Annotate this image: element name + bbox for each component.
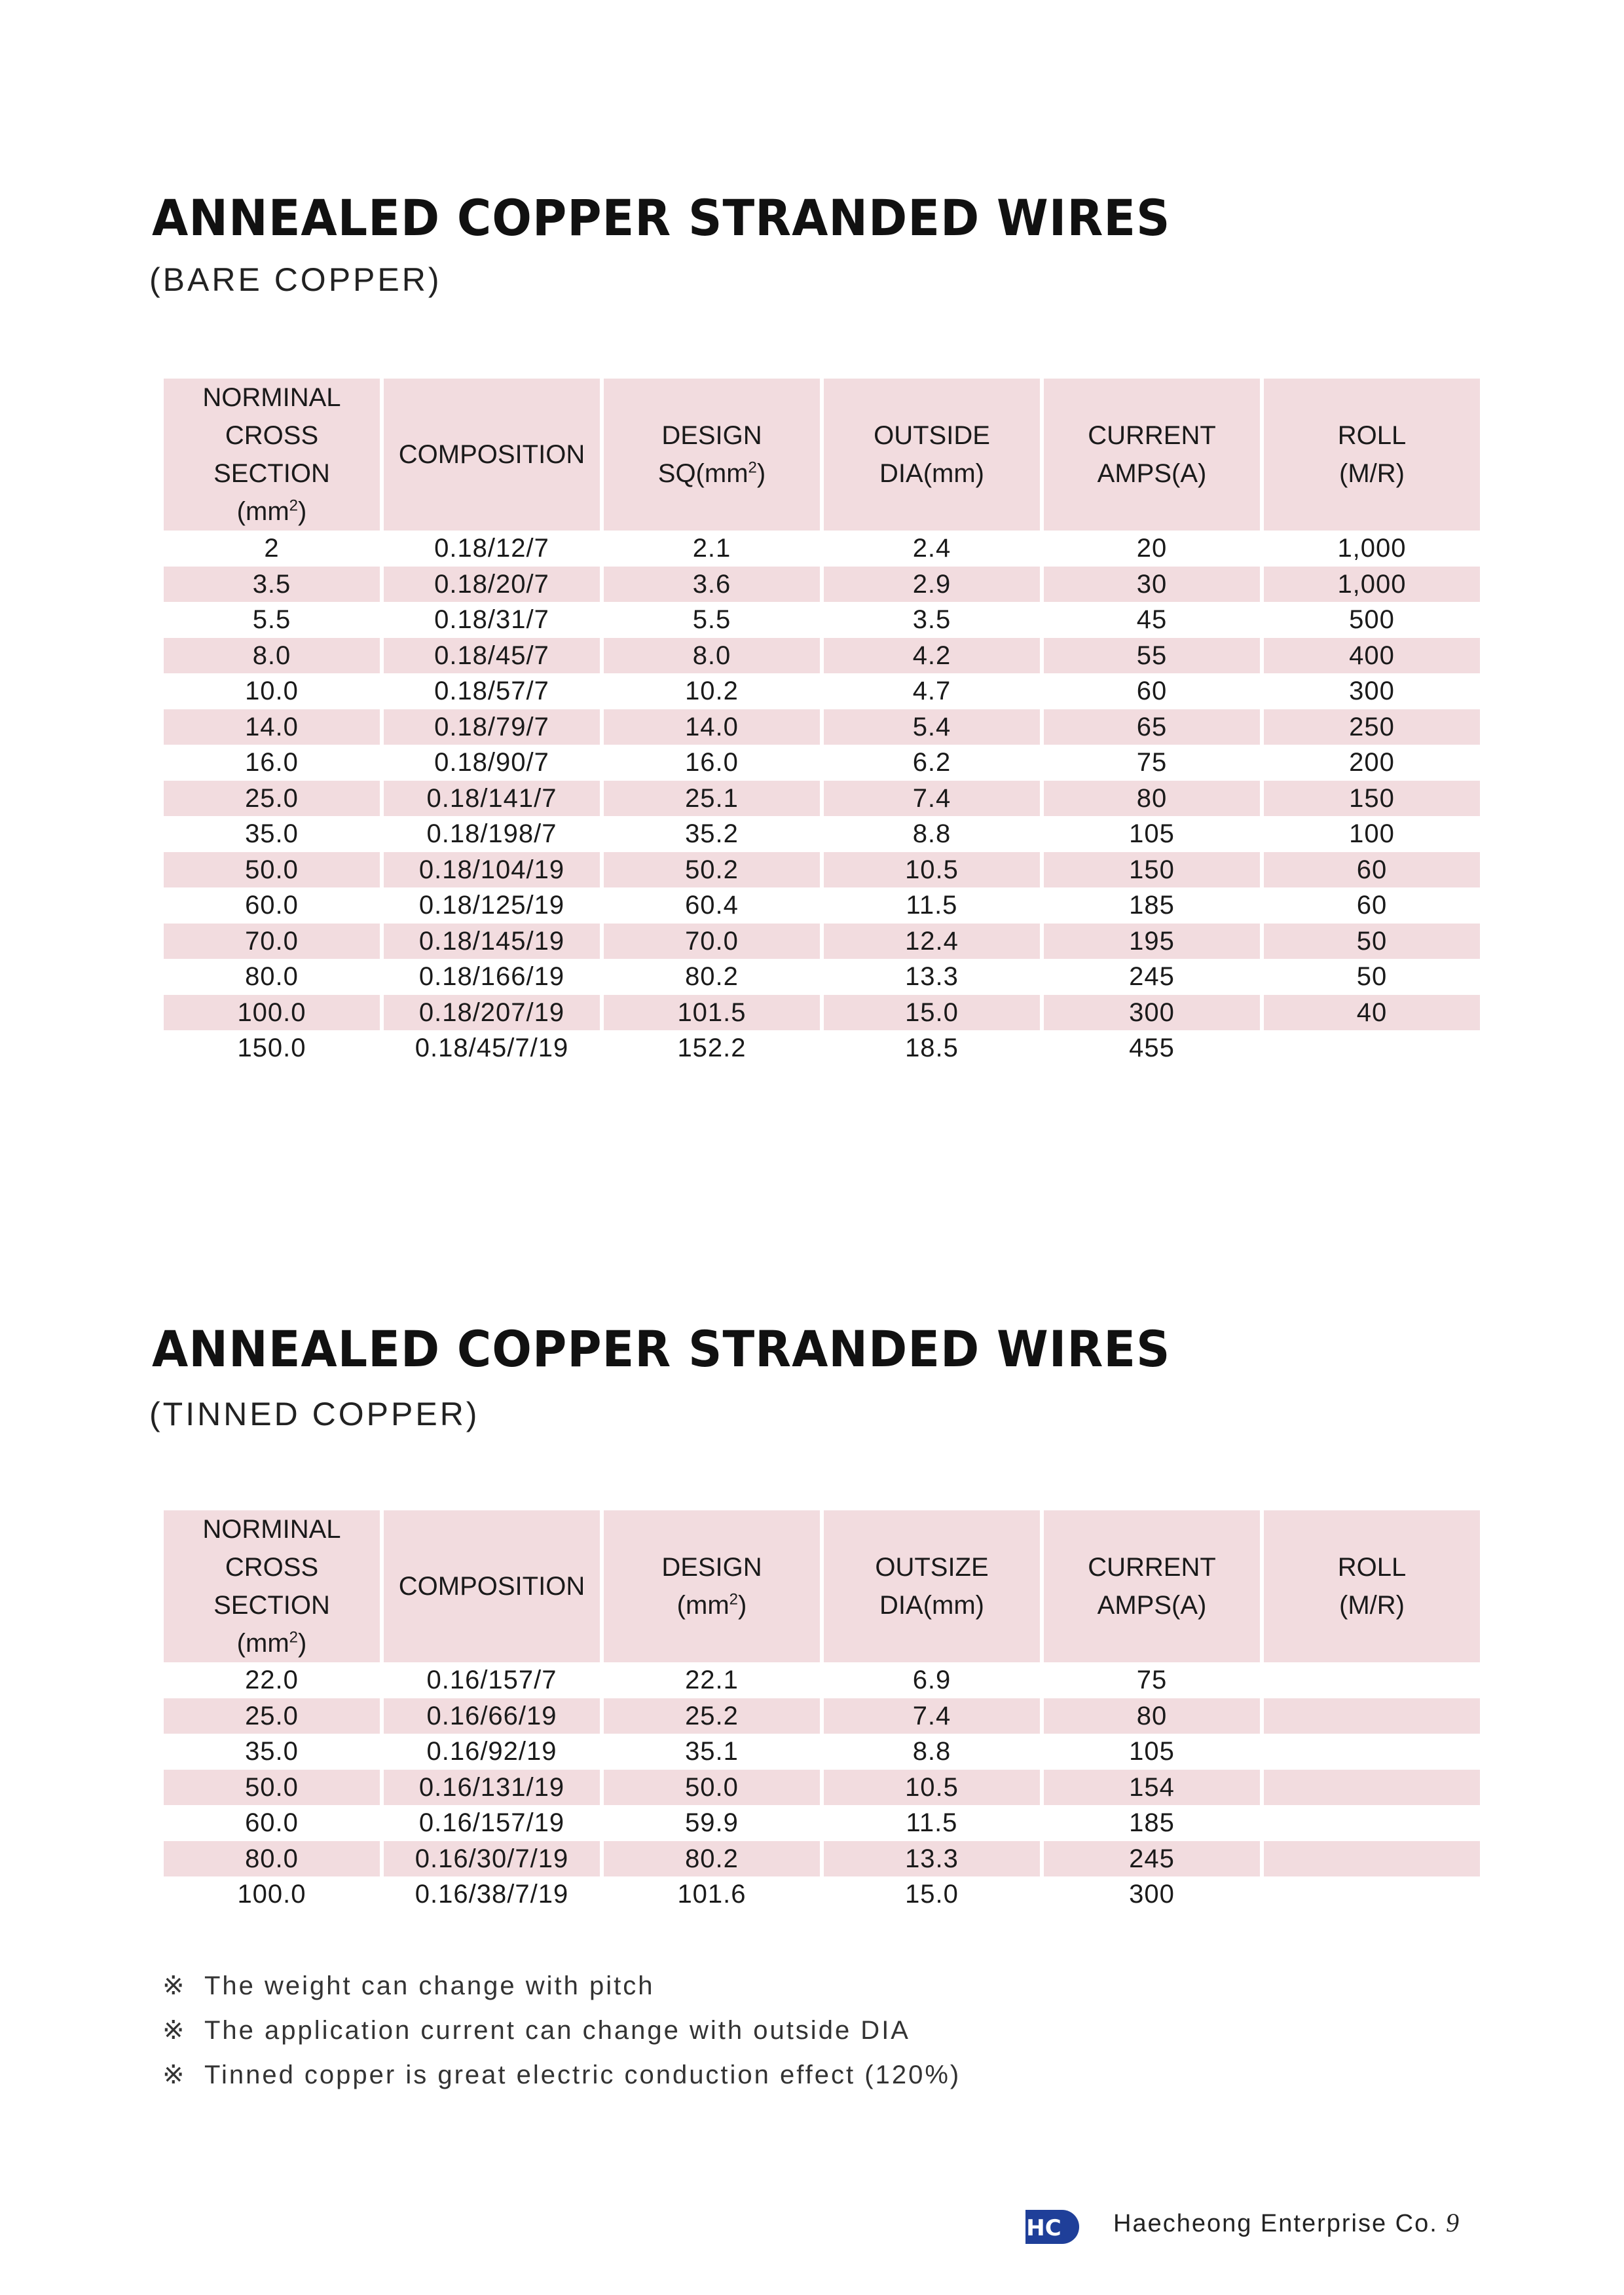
table-cell: 15.0	[824, 995, 1040, 1031]
note-item: ※ Tinned copper is great electric conduction effect (120%)	[162, 2053, 961, 2097]
header-outside-dia: OUTSIDE DIA(mm)	[824, 379, 1040, 531]
table-cell: 150.0	[237, 1034, 306, 1062]
table-cell: 70.0	[164, 924, 380, 960]
svg-text:HC: HC	[1026, 2215, 1061, 2241]
table-row	[164, 995, 1480, 1031]
table-cell: 6.9	[912, 1666, 951, 1694]
table-cell: 70.0	[604, 924, 820, 960]
table-cell: 3.5	[164, 567, 380, 603]
table-cell: 100	[1349, 819, 1395, 848]
table-cell: 13.3	[824, 1841, 1040, 1877]
table-cell: 13.3	[905, 962, 959, 991]
table-cell: 0.16/157/7	[426, 1666, 557, 1694]
table-cell: 0.18/79/7	[384, 709, 600, 745]
table-cell: 16.0	[245, 748, 299, 777]
table-cell: 10.0	[245, 677, 299, 705]
table-cell: 18.5	[905, 1034, 959, 1062]
table-row	[164, 531, 1480, 567]
table-cell: 0.18/31/7	[434, 605, 549, 634]
table-cell: 35.1	[685, 1737, 739, 1766]
table-cell: 5.5	[252, 605, 291, 634]
table-cell: 150	[1264, 781, 1480, 817]
table-cell: 60	[1264, 852, 1480, 888]
table-cell: 60.0	[245, 891, 299, 920]
table-row	[164, 781, 1480, 817]
table-cell: 60.0	[245, 1808, 299, 1837]
page-number: 9	[1446, 2208, 1459, 2237]
table-cell: 185	[1129, 1808, 1175, 1837]
header-cross-section: NORMINAL CROSS SECTION $(mm^2)$	[164, 379, 380, 531]
table-cell: 14.0	[164, 709, 380, 745]
table-cell: 25.0	[164, 1698, 380, 1734]
table-cell: 250	[1264, 709, 1480, 745]
table-cell: 100.0	[237, 1880, 306, 1909]
note-mark-icon: ※	[162, 2060, 187, 2090]
table-cell: 2.4	[912, 534, 951, 563]
header-roll: ROLL (M/R)	[1264, 379, 1480, 531]
table-row	[164, 852, 1480, 888]
header-current: CURRENT AMPS(A)	[1044, 1510, 1260, 1662]
table-cell: 0.18/141/7	[384, 781, 600, 817]
table-cell: 80	[1044, 781, 1260, 817]
note-item: ※ The application current can change with outside DIA	[162, 2008, 961, 2053]
table-cell: 101.5	[604, 995, 820, 1031]
table-cell: 0.18/198/7	[426, 819, 557, 848]
table-cell: 20	[1136, 534, 1168, 563]
header-design: DESIGN $(mm^2)$	[604, 1510, 820, 1662]
table-cell: 0.16/38/7/19	[415, 1880, 569, 1909]
table-cell: 8.0	[164, 638, 380, 674]
header-composition: COMPOSITION	[384, 1510, 600, 1662]
table-cell: 80.2	[685, 962, 739, 991]
table-cell: 3.5	[912, 605, 951, 634]
header-outsize-dia: OUTSIZE DIA(mm)	[824, 1510, 1040, 1662]
table-cell: 0.18/166/19	[418, 962, 565, 991]
table-cell: 80	[1044, 1698, 1260, 1734]
table-cell: 12.4	[824, 924, 1040, 960]
table-row	[164, 1770, 1480, 1806]
table-cell	[1264, 1805, 1480, 1841]
table-cell: 2.9	[824, 567, 1040, 603]
table-cell: 4.7	[912, 677, 951, 705]
table-cell: 75	[1136, 748, 1168, 777]
table-cell: 16.0	[685, 748, 739, 777]
table-cell	[1264, 1734, 1480, 1770]
tinned-copper-table	[160, 1510, 1484, 1912]
section-subtitle: (BARE COPPER)	[149, 261, 442, 298]
table-cell: 500	[1349, 605, 1395, 634]
table-cell: 3.6	[604, 567, 820, 603]
notes	[162, 1964, 961, 2097]
table-cell	[1264, 1698, 1480, 1734]
table-cell: 0.18/104/19	[384, 852, 600, 888]
header-composition: COMPOSITION	[384, 379, 600, 531]
table-cell	[1264, 1876, 1480, 1912]
table-body	[164, 1662, 1480, 1912]
table-cell: 100.0	[164, 995, 380, 1031]
table-cell: 22.1	[685, 1666, 739, 1694]
note-mark-icon: ※	[162, 2015, 187, 2045]
header-cross-section: NORMINAL CROSS SECTION $(mm^2)$	[164, 1510, 380, 1662]
table-cell: 35.2	[685, 819, 739, 848]
table-cell	[1264, 1770, 1480, 1806]
table-cell: 245	[1044, 1841, 1260, 1877]
table-row	[164, 1841, 1480, 1877]
table-cell: 65	[1044, 709, 1260, 745]
table-cell: 0.18/45/7/19	[415, 1034, 569, 1062]
section-title: ANNEALED COPPER STRANDED WIRES	[152, 189, 1171, 247]
table-cell: 0.18/90/7	[434, 748, 549, 777]
table-cell: 25.1	[604, 781, 820, 817]
table-row	[164, 1030, 1480, 1066]
table-row	[164, 673, 1480, 709]
table-row	[164, 1662, 1480, 1698]
table-row	[164, 1805, 1480, 1841]
table-cell: 185	[1129, 891, 1175, 920]
table-cell: 8.8	[912, 1737, 951, 1766]
table-cell: 11.5	[906, 891, 958, 920]
table-body	[164, 531, 1480, 1066]
table-cell: 0.18/12/7	[434, 534, 549, 563]
table-cell: 150	[1044, 852, 1260, 888]
table-cell: 101.6	[677, 1880, 747, 1909]
table-cell: 400	[1264, 638, 1480, 674]
table-cell: 300	[1129, 1880, 1175, 1909]
table-cell	[1264, 1030, 1480, 1066]
table-row	[164, 1876, 1480, 1912]
header-roll: ROLL (M/R)	[1264, 1510, 1480, 1662]
table-cell: 0.18/20/7	[384, 567, 600, 603]
table-cell: 30	[1044, 567, 1260, 603]
bare-copper-table	[160, 379, 1484, 1066]
table-cell: 0.18/207/19	[384, 995, 600, 1031]
table-cell: 50.0	[604, 1770, 820, 1806]
table-cell: 60	[1136, 677, 1168, 705]
table-cell: 0.18/57/7	[434, 677, 549, 705]
company-name: Haecheong Enterprise Co.	[1113, 2210, 1438, 2237]
table-cell: 200	[1349, 748, 1395, 777]
table-cell: 1,000	[1337, 534, 1407, 563]
table-cell: 60.4	[685, 891, 739, 920]
table-cell: 300	[1044, 995, 1260, 1031]
table-cell: 195	[1044, 924, 1260, 960]
table-cell: 0.18/125/19	[418, 891, 565, 920]
table-cell: 2	[264, 534, 280, 563]
table-cell: 0.16/92/19	[426, 1737, 557, 1766]
table-cell: 59.9	[685, 1808, 739, 1837]
table-cell: 2.1	[692, 534, 731, 563]
table-cell: 50.2	[604, 852, 820, 888]
table-cell: 0.18/45/7	[384, 638, 600, 674]
table-cell: 0.18/145/19	[384, 924, 600, 960]
table-cell: 10.5	[824, 1770, 1040, 1806]
table-cell: 105	[1129, 1737, 1175, 1766]
table-cell: 154	[1044, 1770, 1260, 1806]
table-cell: 0.16/131/19	[384, 1770, 600, 1806]
table-cell: 4.2	[824, 638, 1040, 674]
table-cell: 455	[1129, 1034, 1175, 1062]
table-cell: 50.0	[164, 1770, 380, 1806]
table-cell: 300	[1349, 677, 1395, 705]
table-cell: 50	[1356, 962, 1388, 991]
table-cell: 80.2	[604, 1841, 820, 1877]
table-row	[164, 1734, 1480, 1770]
table-row	[164, 638, 1480, 674]
table-row	[164, 816, 1480, 852]
company-logo-icon	[1022, 2207, 1084, 2247]
table-cell: 10.2	[685, 677, 739, 705]
table-cell: 35.0	[245, 1737, 299, 1766]
table-cell: 75	[1136, 1666, 1168, 1694]
table-cell: 25.2	[604, 1698, 820, 1734]
table-cell: 5.4	[824, 709, 1040, 745]
table-cell: 80.0	[245, 962, 299, 991]
table-cell: 8.0	[604, 638, 820, 674]
table-row	[164, 887, 1480, 924]
note-mark-icon: ※	[162, 1971, 187, 2001]
table-cell: 0.16/66/19	[384, 1698, 600, 1734]
table-cell: 15.0	[905, 1880, 959, 1909]
table-cell: 10.5	[824, 852, 1040, 888]
table-cell: 245	[1129, 962, 1175, 991]
table-cell: 50.0	[164, 852, 380, 888]
table-row	[164, 924, 1480, 960]
table-row	[164, 745, 1480, 781]
table-cell: 7.4	[824, 1698, 1040, 1734]
header-design: DESIGN $SQ(mm^2)$	[604, 379, 820, 531]
table-cell: 50	[1264, 924, 1480, 960]
note-item: ※ The weight can change with pitch	[162, 1964, 961, 2008]
table-cell: 25.0	[164, 781, 380, 817]
table-cell: 80.0	[164, 1841, 380, 1877]
table-row	[164, 709, 1480, 745]
table-row	[164, 567, 1480, 603]
table-cell: 1,000	[1264, 567, 1480, 603]
table-row	[164, 1698, 1480, 1734]
table-cell	[1264, 1841, 1480, 1877]
table-cell: 7.4	[824, 781, 1040, 817]
table-cell: 22.0	[245, 1666, 299, 1694]
table-cell: 5.5	[692, 605, 731, 634]
section-subtitle: (TINNED COPPER)	[149, 1396, 480, 1432]
table-cell: 40	[1264, 995, 1480, 1031]
table-cell: 45	[1136, 605, 1168, 634]
table-cell: 0.16/157/19	[418, 1808, 565, 1837]
table-row	[164, 959, 1480, 995]
section-title: ANNEALED COPPER STRANDED WIRES	[152, 1320, 1171, 1378]
table-cell: 8.8	[912, 819, 951, 848]
table-cell: 152.2	[677, 1034, 747, 1062]
table-cell: 35.0	[245, 819, 299, 848]
table-cell: 6.2	[912, 748, 951, 777]
table-cell: 60	[1356, 891, 1388, 920]
header-current: CURRENT AMPS(A)	[1044, 379, 1260, 531]
table-cell: 14.0	[604, 709, 820, 745]
table-cell: 11.5	[906, 1808, 958, 1837]
table-cell: 0.16/30/7/19	[384, 1841, 600, 1877]
table-cell: 55	[1044, 638, 1260, 674]
table-cell: 105	[1129, 819, 1175, 848]
table-cell	[1264, 1662, 1480, 1698]
table-row	[164, 602, 1480, 638]
